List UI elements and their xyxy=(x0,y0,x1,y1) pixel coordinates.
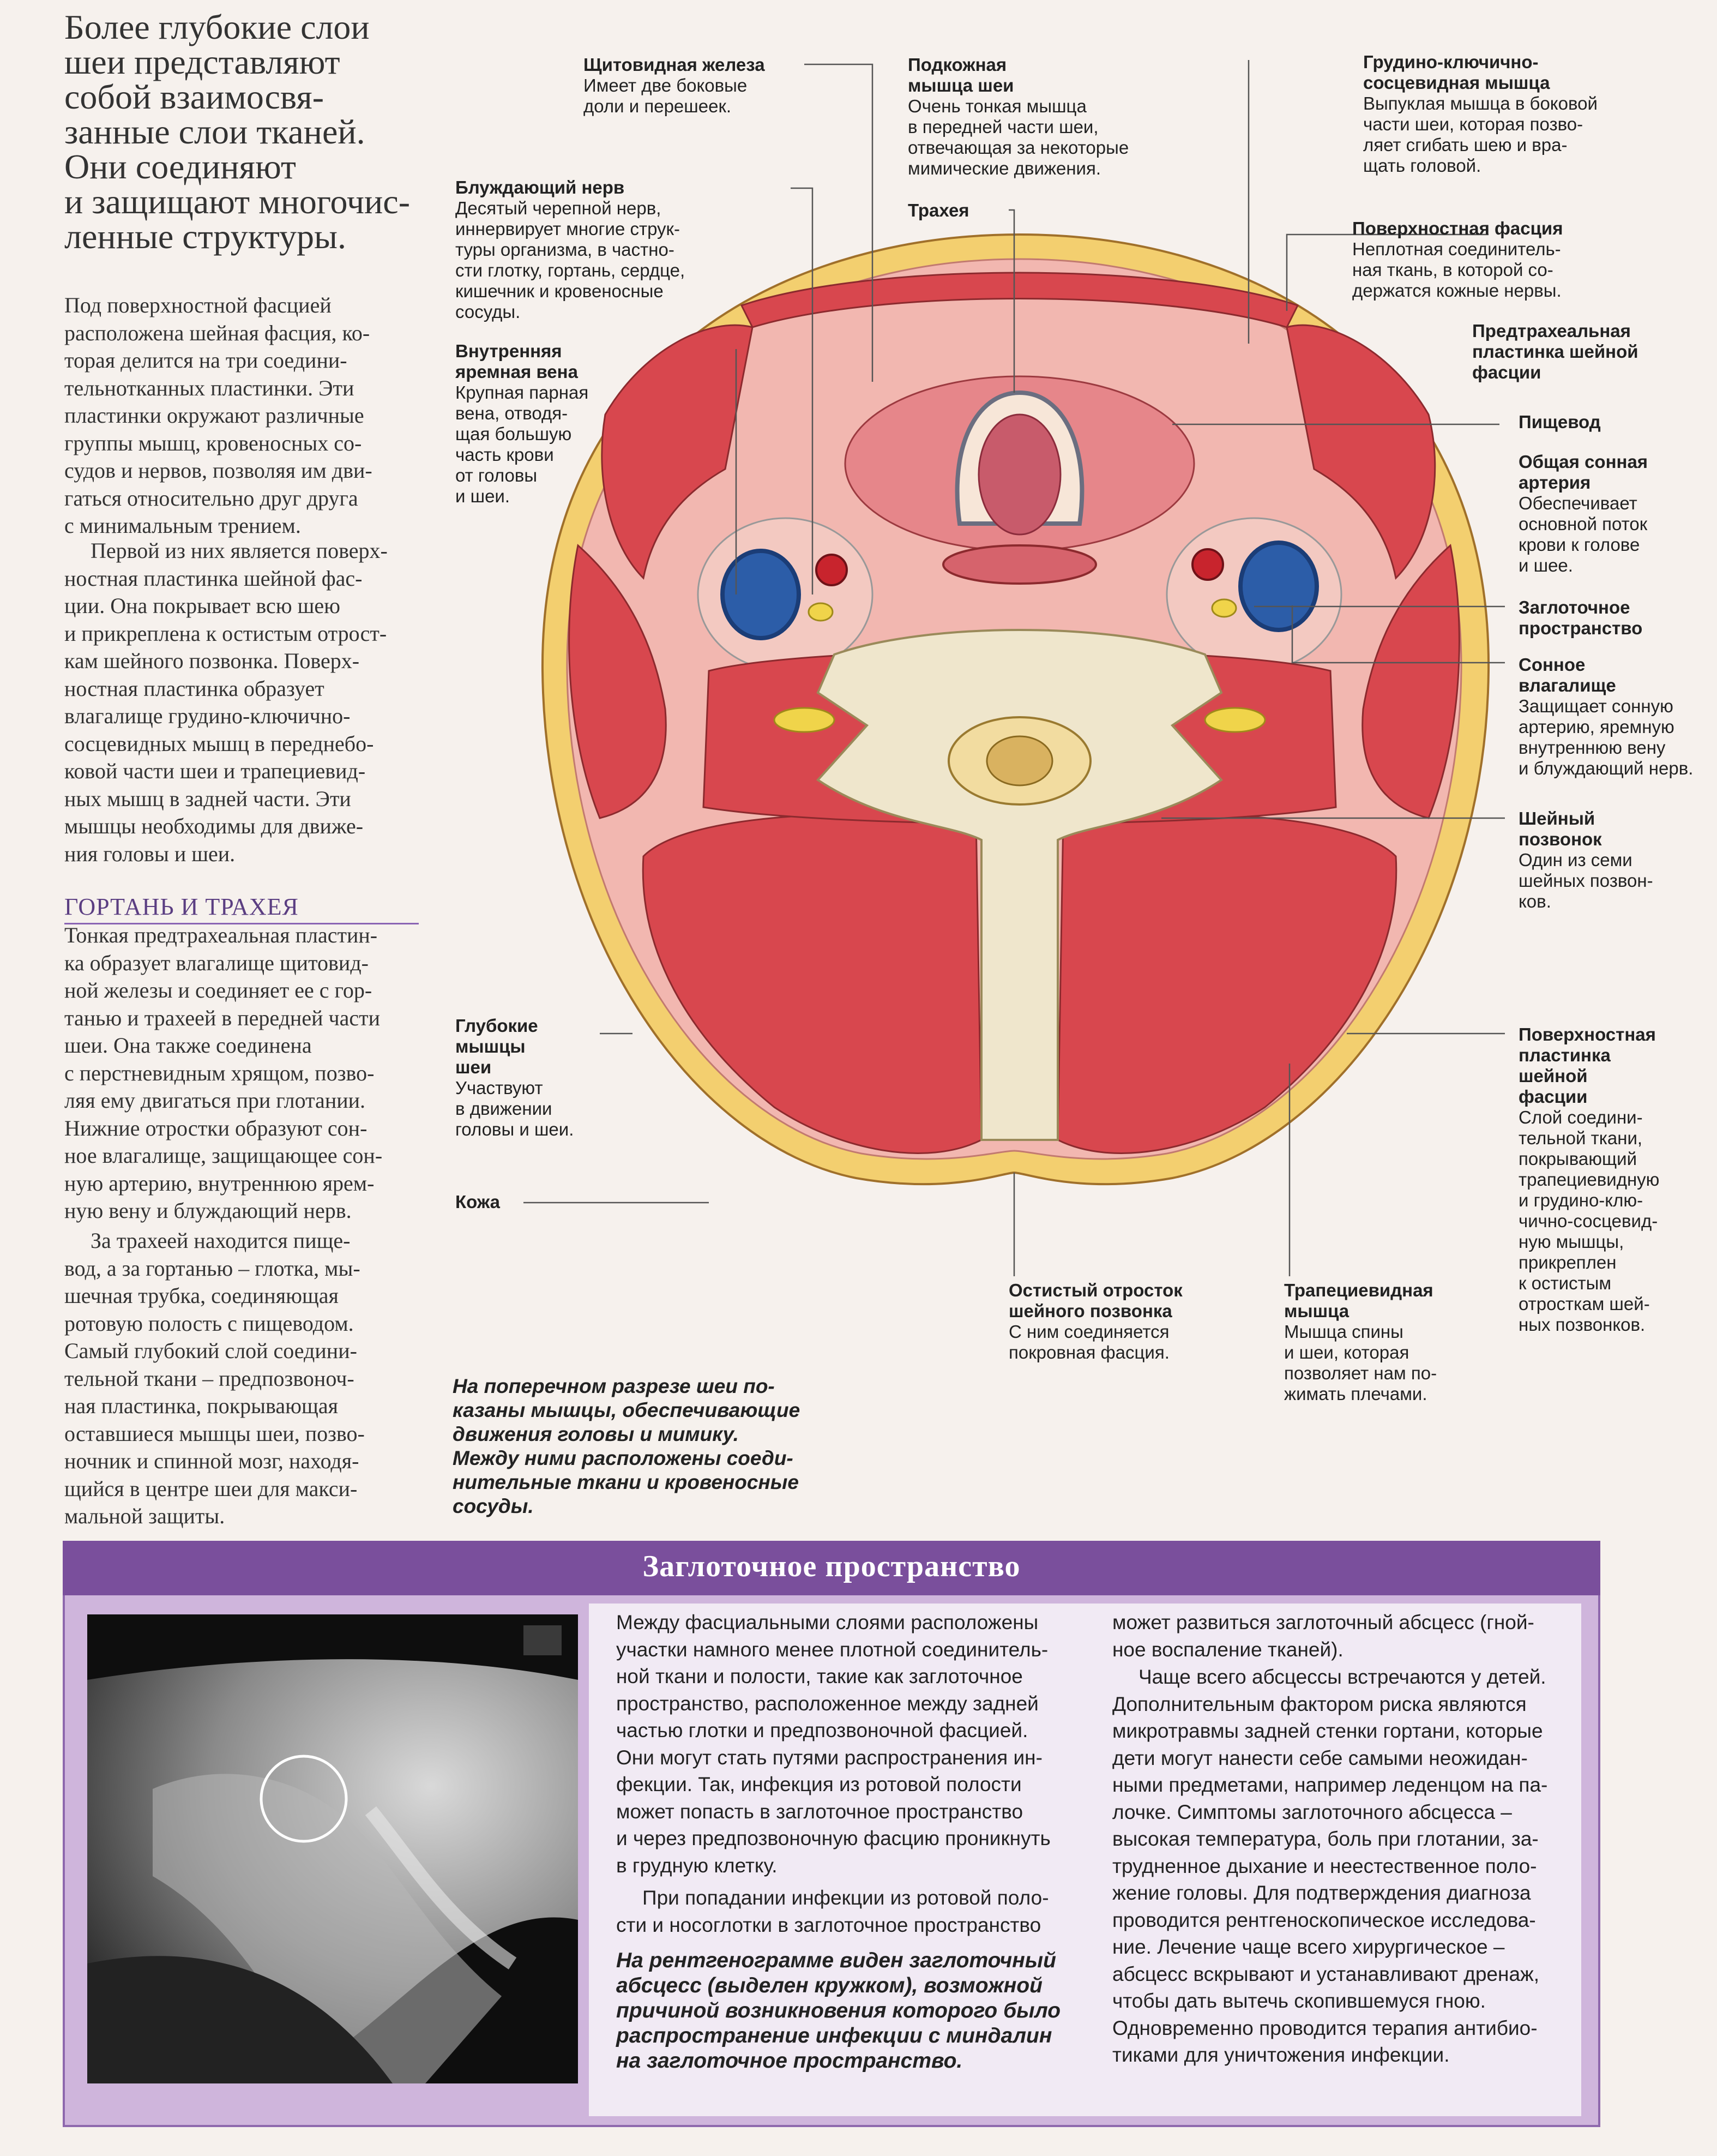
paragraph-superficial-lamina: Первой из них является поверх- ностная пластинка шейной фас- ции. Она покрывает всю шею и прикреплена к остистым отрост- кам шейного позвонка. Поверх- ностная пластинка образует влагалище грудино-ключично- сосцевидных мышц в переднебо- ковой части шеи и трапециевид- ных мышц в задней части. Эти мышцы необходимы для движе- ния головы и шеи. xyxy=(64,538,388,866)
vagus-nerve-left xyxy=(809,603,833,621)
box-column1-text: Между фасциальными слоями расположены участки намного менее плотной соединитель- ной ткани и полости, такие как заглоточное пространство, расположенное между задней частью глотки и предпозвоночной фасцией. Они могут стать путями распространения ин- фекции. Так, инфекция из ротовой полости может попасть в заглоточное пространство и через предпозвоночную фасцию проникнуть в грудную клетку. xyxy=(616,1611,1051,1877)
paragraph-larynx: Тонкая предтрахеальная пластин- ка образует влагалище щитовид- ной железы и соединяет ее с гор- танью и трахеей в передней части шеи. Она также соединена с перстневидным хрящом, позво- ляя ему двигаться при глотании. Нижние отростки образуют сон- ное влагалище, защищающее сон- ную артерию, внутреннюю ярем- ную вену и блуждающий нерв. xyxy=(64,923,383,1223)
box-column2-text: может развиться заглоточный абсцесс (гной- ное воспаление тканей). xyxy=(1112,1611,1534,1661)
label-platysma: Подкожная мышца шеи Очень тонкая мышца в передней части шеи, отвечающая за некоторые мимические движения. xyxy=(908,55,1129,178)
trachea-lumen xyxy=(979,415,1061,535)
xray-caption: На рентгенограмме виден заглоточный абсцесс (выделен кружком), возможной причиной возникновения которого было распространение инфекции с миндалин на заглоточное пространство. xyxy=(616,1949,1061,2073)
diagram-caption: На поперечном разрезе шеи по- казаны мышцы, обеспечивающие движения головы и мимику. Между ними расположены соеди- нительные ткани и кровеносные сосуды. xyxy=(453,1375,800,1517)
label-vagus: Блуждающий нерв Десятый черепной нерв, иннервирует многие струк- туры организма, в частно- сти глотку, гортань, сердце, кишечник и кровеносные сосуды. xyxy=(455,177,685,322)
section-heading: ГОРТАНЬ И ТРАХЕЯ xyxy=(64,893,419,924)
label-vertebra: Шейный позвонок Один из семи шейных позвон- ков. xyxy=(1519,808,1653,911)
label-retropharyngeal: Заглоточное пространство xyxy=(1519,597,1643,638)
label-esophagus: Пищевод xyxy=(1519,412,1601,432)
label-jugular: Внутренняя яремная вена Крупная парная вена, отводя- щая большую часть крови от головы и шеи. xyxy=(455,341,589,506)
label-carotid-artery: Общая сонная артерия Обеспечивает основной поток крови к голове и шее. xyxy=(1519,452,1648,575)
jugular-vein-right xyxy=(1240,543,1317,630)
label-skin: Кожа xyxy=(455,1192,501,1212)
jugular-vein-left xyxy=(722,551,799,638)
info-box-title: Заглоточное пространство xyxy=(642,1550,1021,1583)
nerve-root-left xyxy=(774,708,834,732)
label-superficial-lamina: Поверхностная пластинка шейной фасции Слой соедини- тельной ткани, покрывающий трапециевидную и грудино-клю- чично-сосцевид- ную мышцы, прикреплен к остистым отросткам шей- ных позвонков. xyxy=(1519,1024,1660,1335)
label-carotid-sheath: Сонное влагалище Защищает сонную артерию, яремную внутреннюю вену и блуждающий нерв. xyxy=(1519,654,1694,778)
paragraph-esophagus: За трахеей находится пище- вод, а за гортанью – глотка, мы- шечная трубка, соединяющая ротовую полость с пищеводом. Самый глубокий слой соедини- тельной ткани – предпозвоноч- ная пластинка, покрывающая оставшиеся мышцы шеи, позво- ночник и спинной мозг, находя- щийся в центре шеи для макси- мальной защиты. xyxy=(64,1228,365,1528)
esophagus xyxy=(943,545,1096,584)
label-trapezius: Трапециевидная мышца Мышца спины и шеи, которая позволяет нам по- жимать плечами. xyxy=(1284,1280,1437,1404)
label-superficial-fascia: Поверхностная фасция Неплотная соединитель- ная ткань, в которой со- держатся кожные нервы. xyxy=(1352,218,1563,301)
label-pretracheal: Предтрахеальная пластинка шейной фасции xyxy=(1472,321,1638,382)
box-column1-text-continued: При попадании инфекции из ротовой поло- сти и носоглотки в заглоточное пространство xyxy=(616,1887,1049,1936)
xray-drawing xyxy=(87,1614,578,2083)
label-thyroid: Щитовидная железа Имеет две боковые доли и перешеек. xyxy=(583,55,765,116)
label-trachea: Трахея xyxy=(908,200,969,220)
deep-neck-muscles-right xyxy=(1058,814,1396,1154)
nerve-root-right xyxy=(1205,708,1265,732)
label-deep-muscles: Глубокие мышцы шеи Участвуют в движении головы и шеи. xyxy=(455,1016,574,1139)
label-spinous-process: Остистый отросток шейного позвонка С ним соединяется покровная фасция. xyxy=(1009,1280,1183,1362)
vagus-nerve-right xyxy=(1212,599,1236,617)
carotid-artery-right xyxy=(1192,549,1223,580)
box-column2-text-continued: Чаще всего абсцессы встречаются у детей. Дополнительным фактором риска являются микротравмы задней стенки гортани, которые дети могут нанести себе самыми неожидан- ными предметами, например леденцом на па- лочке. Симптомы заглоточного абсцесса – высокая температура, боль при глотании, за- трудненное дыхание и неестественное поло- жение головы. Для подтверждения диагноза проводится рентгеноскопическое исследова- ние. Лечение чаще всего хирургическое – абсцесс вскрывают и устанавливают дренаж, чтобы дать вытечь скопившемуся гною. Одновременно проводится терапия антибио- тиками для уничтожения инфекции. xyxy=(1112,1666,1548,2066)
deep-neck-muscles-left xyxy=(643,814,981,1154)
paragraph-fascia: Под поверхностной фасцией расположена шейная фасция, ко- торая делится на три соедини- тельнотканных пластинки. Эти пластинки окружают различные группы мышц, кровеносных со- судов и нервов, позволяя им дви- гаться относительно друг друга с минимальным трением. xyxy=(64,293,372,538)
spinal-cord-core xyxy=(987,736,1052,785)
intro-heading: Более глубокие слои шеи представляют собой взаимосвя- занные слои тканей. Они соединяют и защищают многочис- ленные структуры. xyxy=(64,8,410,256)
xray-image xyxy=(87,1614,578,2083)
carotid-artery-left xyxy=(816,555,847,585)
label-scm: Грудино-ключично- сосцевидная мышца Выпуклая мышца в боковой части шеи, которая позво- ляет сгибать шею и вра- щать головой. xyxy=(1363,52,1598,176)
